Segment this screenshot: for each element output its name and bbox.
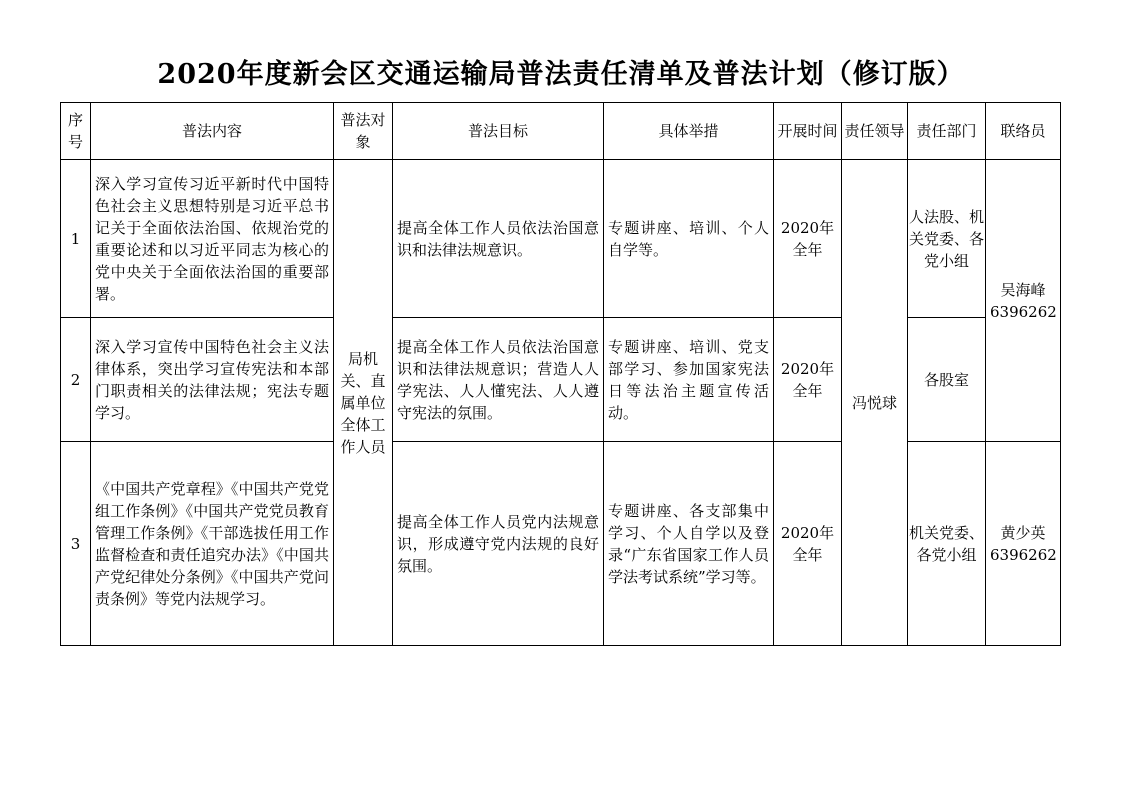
row-measures: 专题讲座、各支部集中学习、个人自学以及登录“广东省国家工作人员学法考试系统”学习等。 [604,442,774,646]
row-seq: 1 [61,160,91,318]
page-title: 2020年度新会区交通运输局普法责任清单及普法计划（修订版） [157,59,965,90]
contact-phone: 6396262 [990,545,1057,564]
header-goal: 普法目标 [393,103,604,160]
table-row [61,318,1061,442]
leader-cell: 冯悦球 [842,160,908,646]
contact-name: 吴海峰 [1000,280,1046,299]
row-goal: 提高全体工作人员依法治国意识和法律法规意识。 [393,160,604,318]
row-content: 深入学习宣传中国特色社会主义法律体系，突出学习宣传宪法和本部门职责相关的法律法规；宪法专题学习。 [91,318,334,442]
header-content: 普法内容 [91,103,334,160]
row-time: 2020年全年 [774,318,842,442]
row-dept: 机关党委、各党小组 [908,442,986,646]
contact-cell [986,160,1061,442]
row-content: 深入学习宣传习近平新时代中国特色社会主义思想特别是习近平总书记关于全面依法治国、依规治党的重要论述和以习近平同志为核心的党中央关于全面依法治国的重要部署。 [91,160,334,318]
contact-phone: 6396262 [990,302,1057,321]
row-time: 2020年全年 [774,442,842,646]
row-seq: 3 [61,442,91,646]
header-measures: 具体举措 [604,103,774,160]
row-goal: 提高全体工作人员党内法规意识，形成遵守党内法规的良好氛围。 [393,442,604,646]
header-dept: 责任部门 [908,103,986,160]
row-measures: 专题讲座、培训、个人自学等。 [604,160,774,318]
plan-table [60,102,1061,646]
contact-cell [986,442,1061,646]
contact-name: 黄少英 [1000,523,1046,542]
header-row [61,103,1061,160]
row-goal: 提高全体工作人员依法治国意识和法律法规意识；营造人人学宪法、人人懂宪法、人人遵守宪法的氛围。 [393,318,604,442]
table-row [61,160,1061,318]
row-dept: 各股室 [908,318,986,442]
header-leader: 责任领导 [842,103,908,160]
row-seq: 2 [61,318,91,442]
table-row [61,442,1061,646]
header-time: 开展时间 [774,103,842,160]
row-time: 2020年全年 [774,160,842,318]
header-seq: 序号 [61,103,91,160]
row-content: 《中国共产党章程》《中国共产党党组工作条例》《中国共产党党员教育管理工作条例》《干部选拔任用工作监督检查和责任追究办法》《中国共产党纪律处分条例》《中国共产党问责条例》等党内法规学习。 [91,442,334,646]
row-measures: 专题讲座、培训、党支部学习、参加国家宪法日等法治主题宣传活动。 [604,318,774,442]
target-cell: 局机关、直属单位全体工作人员 [334,160,393,646]
header-contact: 联络员 [986,103,1061,160]
header-target: 普法对象 [334,103,393,160]
row-dept: 人法股、机关党委、各党小组 [908,160,986,318]
